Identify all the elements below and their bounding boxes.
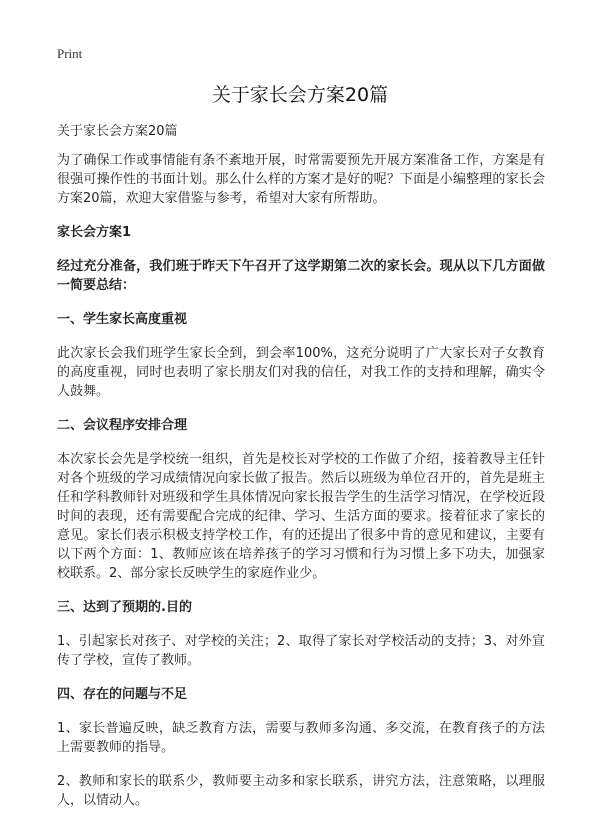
document-body <box>57 122 545 825</box>
section-1-paragraph-1: 此次家长会我们班学生家长全到，到会率100%，这充分说明了广大家长对子女教育的高度重视，同时也表明了家长朋友们对我的信任，对我工作的支持和理解，确实令人鼓舞。 <box>57 346 545 399</box>
intro-paragraph: 为了确保工作或事情能有条不紊地开展，时常需要预先开展方案准备工作，方案是有很强可操作性的书面计划。那么什么样的方案才是好的呢？下面是小编整理的家长会方案20篇，欢迎大家借鉴与参考，希望对大家有所帮助。 <box>57 153 545 206</box>
section-4-paragraph-1: 1、家长普遍反映，缺乏教育方法，需要与教师多沟通、多交流，在教育孩子的方法上需要教师的指导。 <box>57 721 545 755</box>
section-2-paragraph-1: 本次家长会先是学校统一组织，首先是校长对学校的工作做了介绍，接着教导主任针对各个班级的学习成绩情况向家长做了报告。然后以班级为单位召开的，首先是班主任和学科教师针对班级和学生具体情况向家长报告学生的生活学习情况，在学校近段时间的表现，还有需要配合完成的纪律、学习、生活方面的要求。接着征求了家长的意见。家长们表示积极支持学校工作，有的还提出了很多中肯的意见和建议，主要有以下两个方面：1、教师应该在培养孩子的学习习惯和行为习惯上多下功夫，加强家校联系。2、部分家长反映学生的家庭作业少。 <box>57 452 545 581</box>
document-subtitle: 关于家长会方案20篇 <box>57 124 178 139</box>
section-heading-1: 一、学生家长高度重视 <box>57 312 188 327</box>
section-heading-2: 二、会议程序安排合理 <box>57 418 188 433</box>
section-3-paragraph-1: 1、引起家长对孩子、对学校的关注；2、取得了家长对学校活动的支持；3、对外宣传了学校，宣传了教师。 <box>57 634 545 668</box>
section-heading-3: 三、达到了预期的.目的 <box>57 600 192 615</box>
plan-title: 家长会方案1 <box>57 225 132 240</box>
section-4-paragraph-2: 2、教师和家长的联系少，教师要主动多和家长联系，讲究方法，注意策略，以理服人，以情动人。 <box>57 774 545 808</box>
document-title: 关于家长会方案20篇 <box>211 84 389 106</box>
section-heading-4: 四、存在的问题与不足 <box>57 687 188 702</box>
lead-summary: 经过充分准备，我们班于昨天下午召开了这学期第二次的家长会。现从以下几方面做一简要总结： <box>57 259 545 293</box>
print-link[interactable]: Print <box>57 46 83 61</box>
